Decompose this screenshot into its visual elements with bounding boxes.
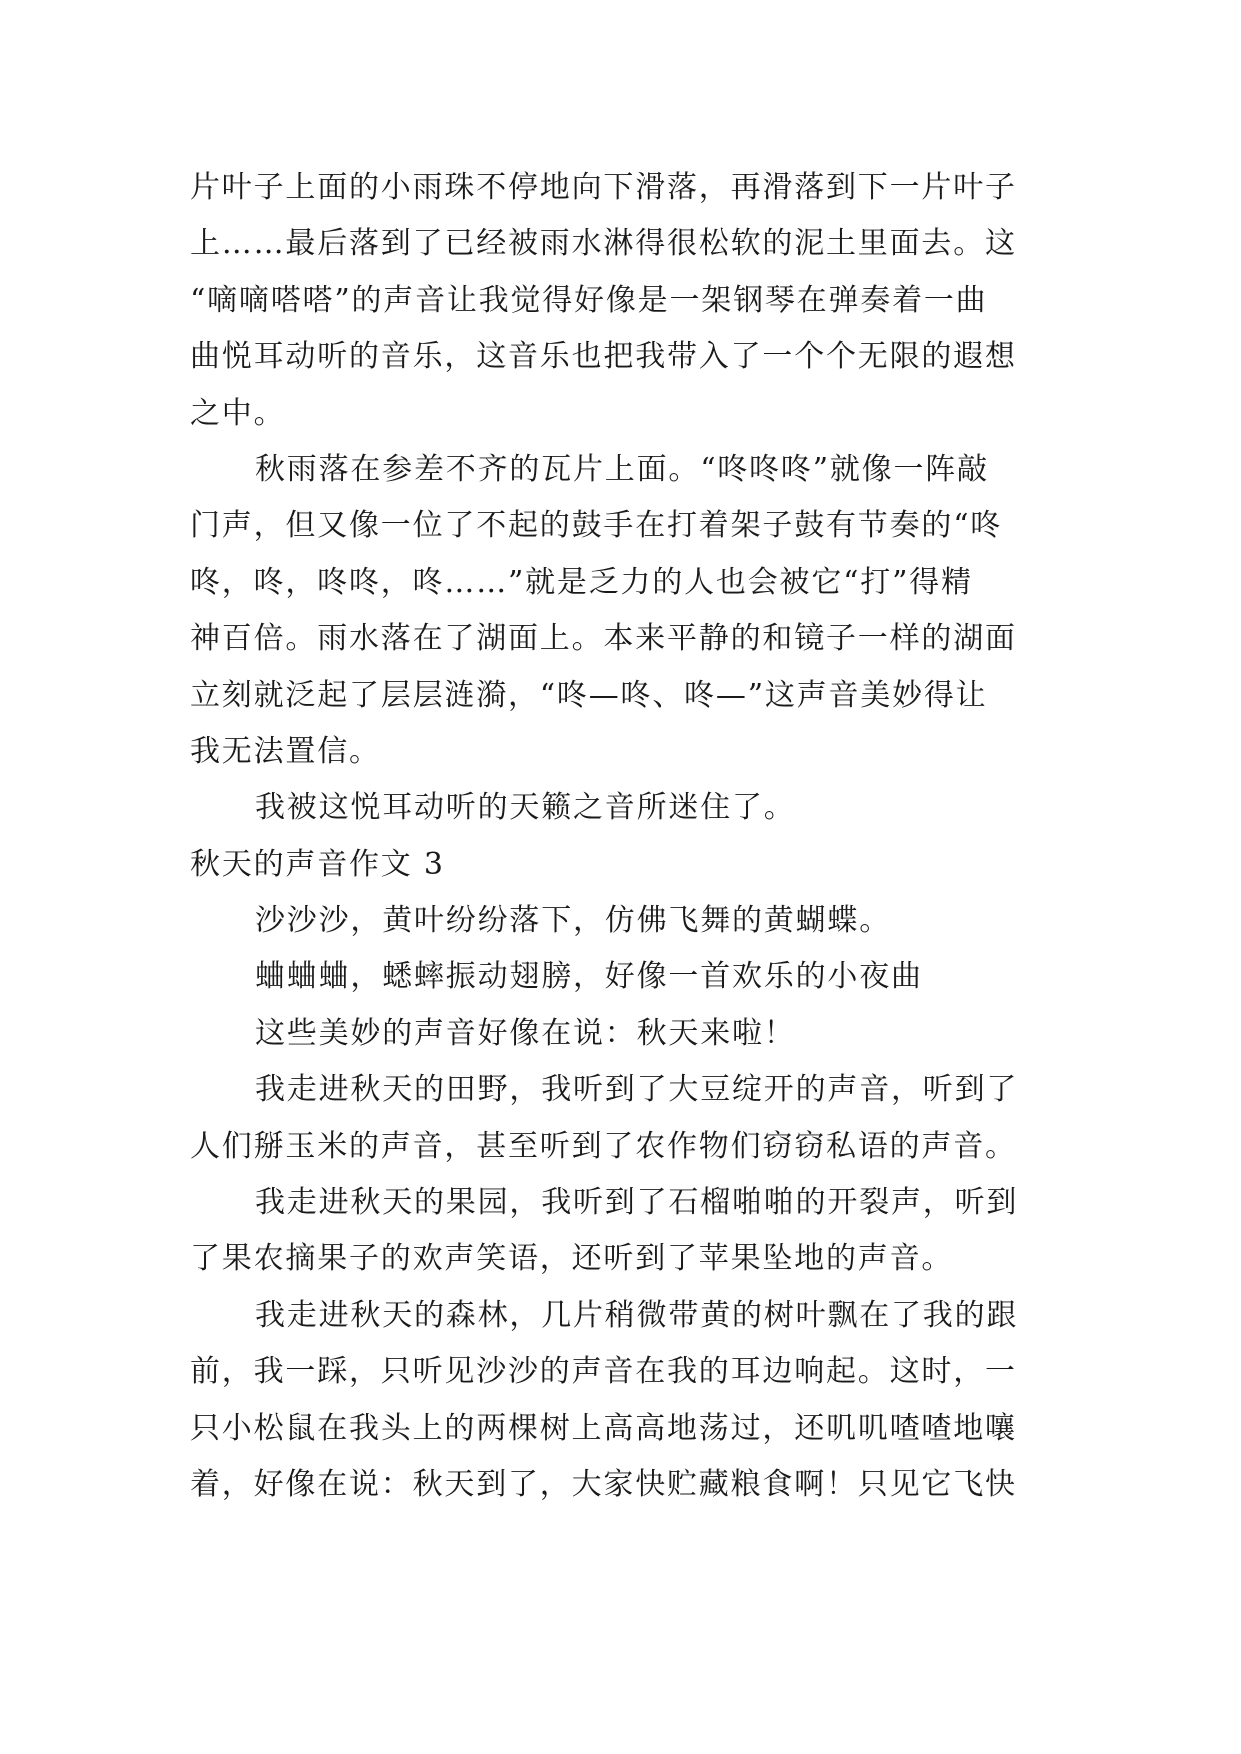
text-line: 立刻就泛起了层层涟漪，“咚—咚、咚—”这声音美妙得让 <box>190 677 988 713</box>
paragraph-start-line: 沙沙沙，黄叶纷纷落下，仿佛飞舞的黄蝴蝶。 <box>255 903 891 939</box>
text-line: 神百倍。雨水落在了湖面上。本来平静的和镜子一样的湖面 <box>190 621 1017 657</box>
paragraph-start-line: 我走进秋天的田野，我听到了大豆绽开的声音，听到了 <box>255 1072 1019 1108</box>
paragraph-start-line: 我被这悦耳动听的天籁之音所迷住了。 <box>255 790 796 826</box>
text-line: 咚，咚，咚咚，咚……”就是乏力的人也会被它“打”得精 <box>190 564 973 600</box>
text-line: 了果农摘果子的欢声笑语，还听到了苹果坠地的声音。 <box>190 1241 954 1277</box>
paragraph-start-line: 秋雨落在参差不齐的瓦片上面。“咚咚咚”就像一阵敲 <box>255 451 989 487</box>
text-line: 只小松鼠在我头上的两棵树上高高地荡过，还叽叽喳喳地嚷 <box>190 1410 1017 1446</box>
text-line: 门声，但又像一位了不起的鼓手在打着架子鼓有节奏的“咚 <box>190 508 1003 544</box>
text-line: 前，我一踩，只听见沙沙的声音在我的耳边响起。这时，一 <box>190 1354 1017 1390</box>
text-line: 曲悦耳动听的音乐，这音乐也把我带入了一个个无限的遐想 <box>190 339 1017 375</box>
essay-body <box>190 160 1050 1513</box>
section-heading: 秋天的声音作文 3 <box>190 846 445 882</box>
paragraph-start-line: 我走进秋天的森林，几片稍微带黄的树叶飘在了我的跟 <box>255 1297 1019 1333</box>
paragraph-start-line: 我走进秋天的果园，我听到了石榴啪啪的开裂声，听到 <box>255 1185 1019 1221</box>
text-line: “嘀嘀嗒嗒”的声音让我觉得好像是一架钢琴在弹奏着一曲 <box>190 282 988 318</box>
paragraph-start-line: 这些美妙的声音好像在说：秋天来啦！ <box>255 1015 796 1051</box>
paragraph-start-line: 蛐蛐蛐，蟋蟀振动翅膀，好像一首欢乐的小夜曲 <box>255 959 923 995</box>
text-line: 我无法置信。 <box>190 733 381 769</box>
text-line: 之中。 <box>190 395 286 431</box>
text-line: 片叶子上面的小雨珠不停地向下滑落，再滑落到下一片叶子 <box>190 170 1017 205</box>
text-line: 着，好像在说：秋天到了，大家快贮藏粮食啊！只见它飞快 <box>190 1466 1017 1502</box>
text-line: 人们掰玉米的声音，甚至听到了农作物们窃窃私语的声音。 <box>190 1128 1017 1164</box>
text-line: 上……最后落到了已经被雨水淋得很松软的泥土里面去。这 <box>190 226 1017 262</box>
